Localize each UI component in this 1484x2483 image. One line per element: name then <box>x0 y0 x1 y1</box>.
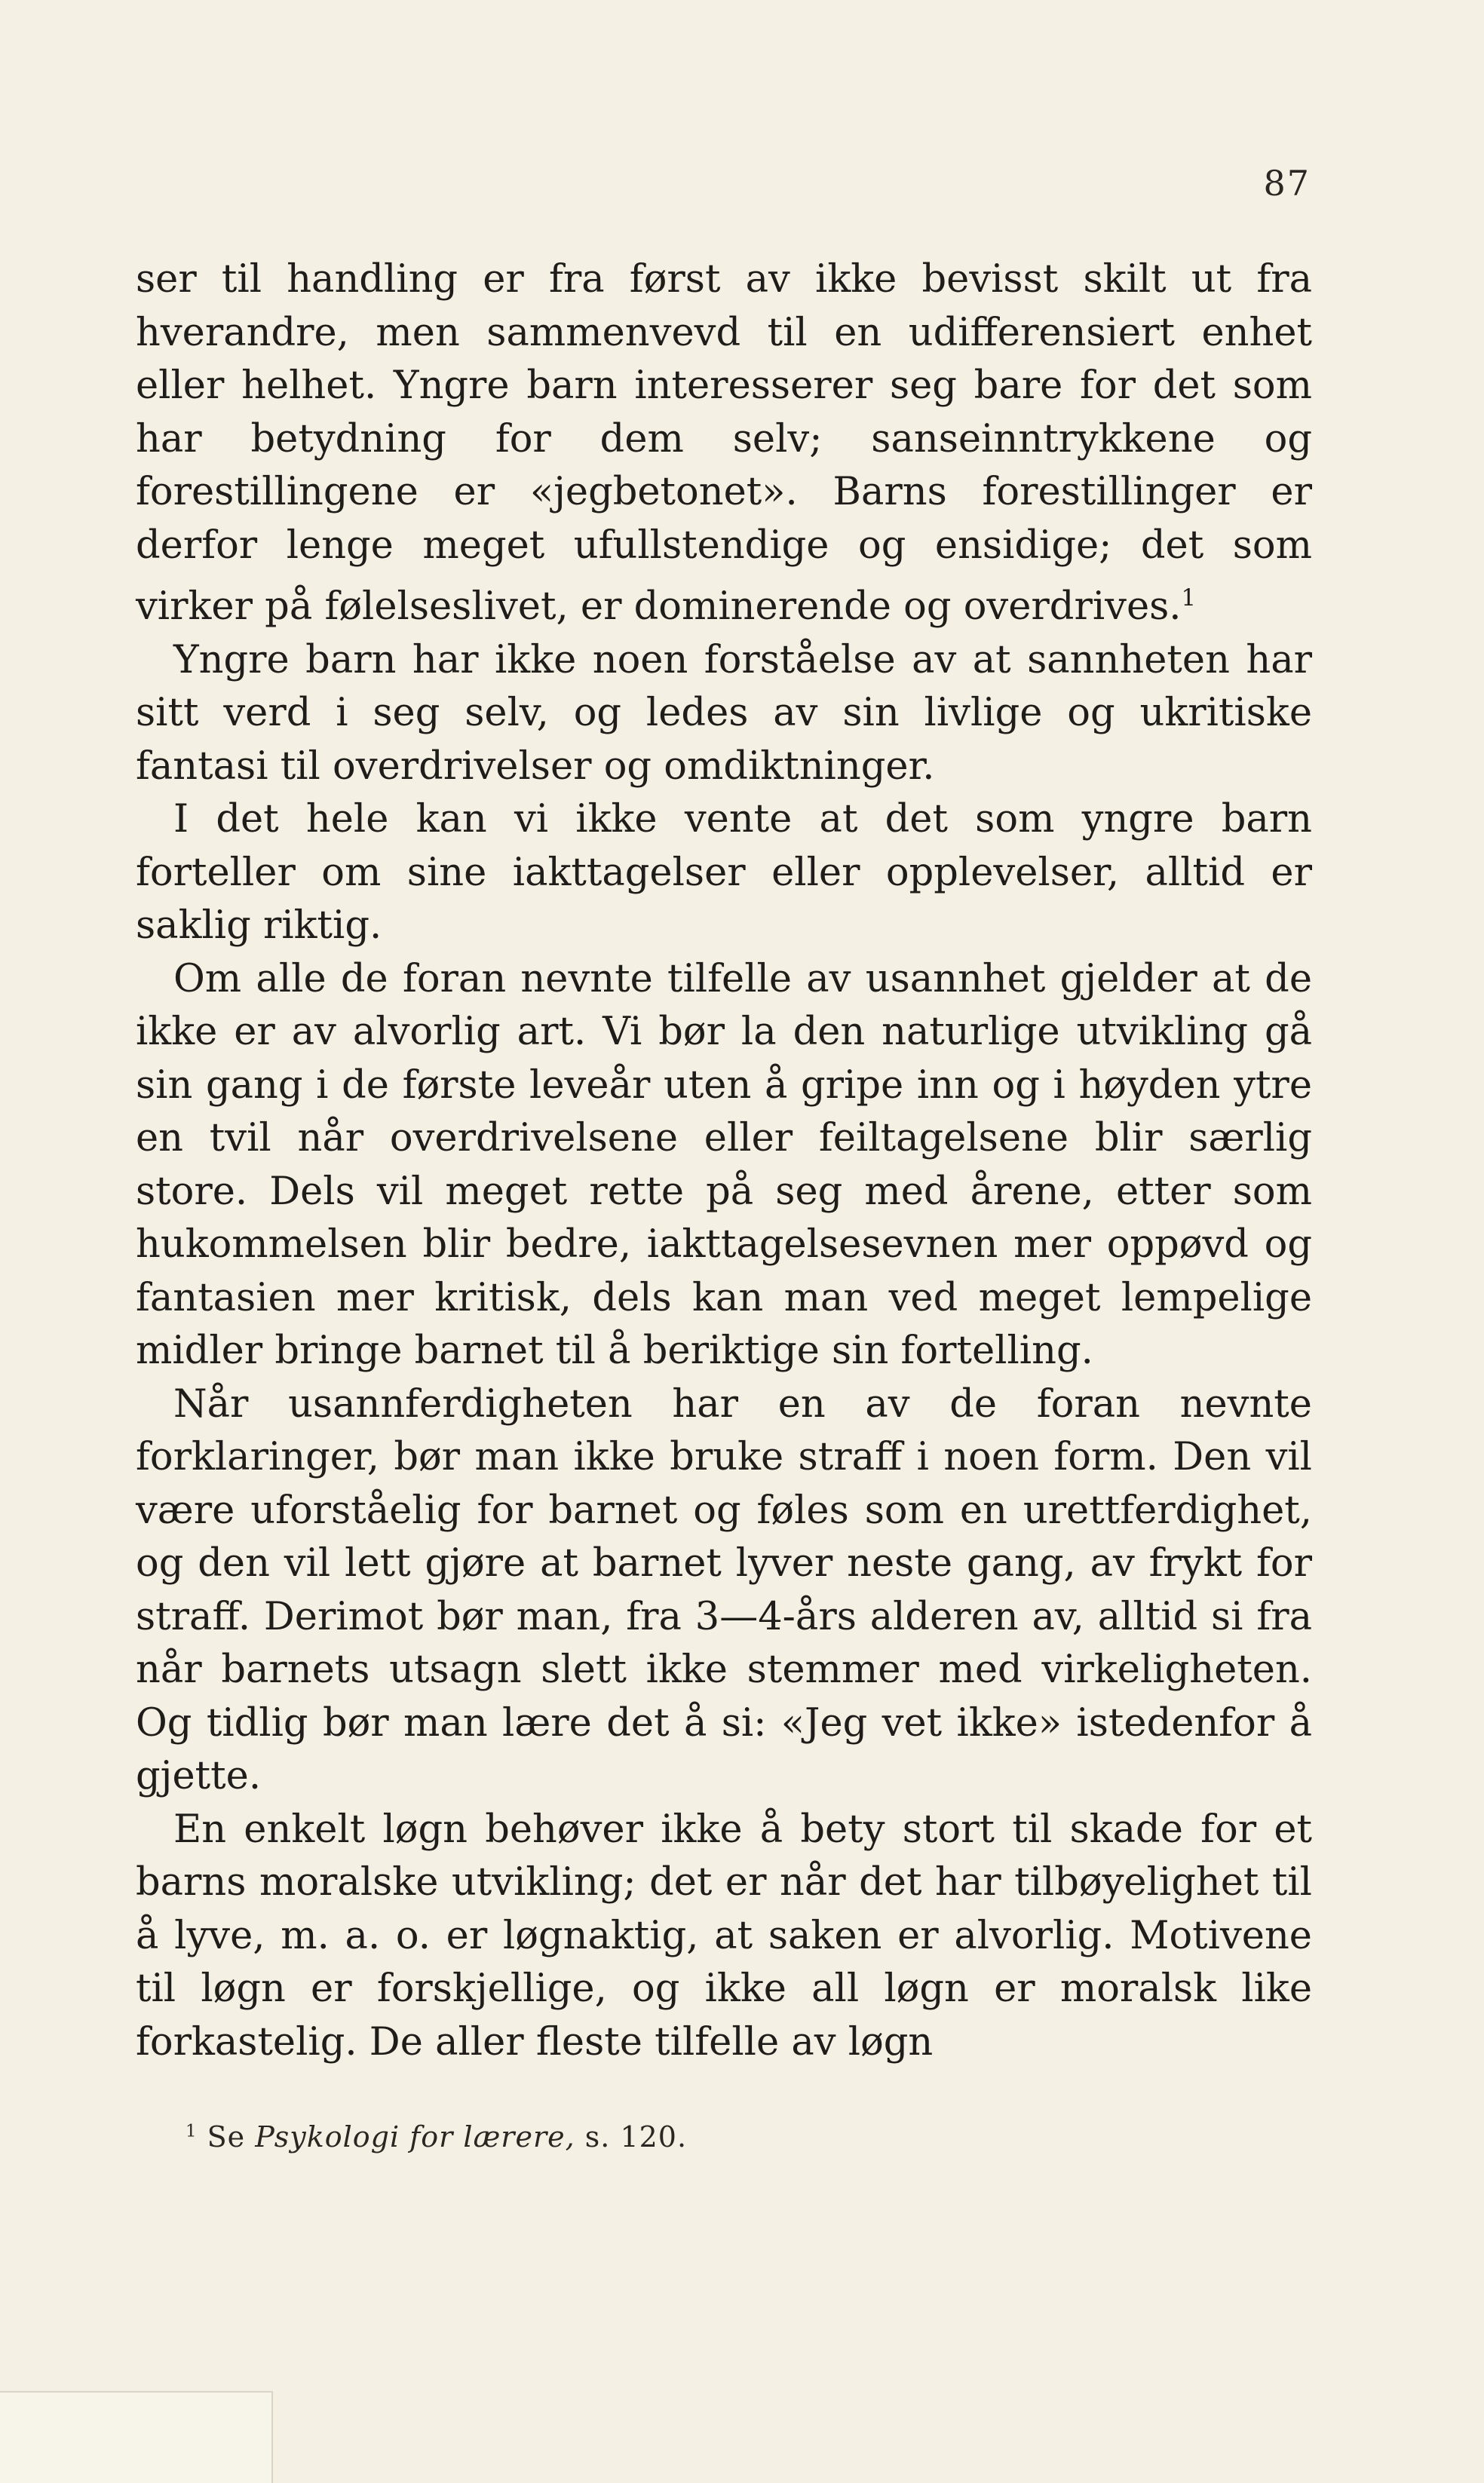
page-number: 87 <box>1263 163 1311 204</box>
paragraph-1-text: ser til handling er fra først av ikke bevisst skilt ut fra hverandre, men sammenvevd til en udifferensiert enhet eller helhet. Yngre barn interesserer seg bare for det som har betydning for dem selv; sanseinntrykkene og forestillingene er «jegbetonet». Barns forestillinger er derfor lenge meget ufullstendige og ensidige; det som virker på følelseslivet, er dominerende og overdrives. <box>136 257 1312 629</box>
footnote-reference: 1 <box>1181 585 1196 612</box>
scan-corner-edge <box>0 2391 273 2483</box>
paragraph-4: Om alle de foran nevnte tilfelle av usannhet gjelder at de ikke er av alvorlig art. Vi bør la den naturlige utvikling gå sin gang i de første leveår uten å gripe inn og i høyden ytre en tvil når overdrivelsene eller feiltagelsene blir særlig store. Dels vil meget rette på seg med årene, etter som hukommelsen blir bedre, iakttagelsesevnen mer oppøvd og fantasien mer kritisk, dels kan man ved meget lempelige midler bringe barnet til å beriktige sin fortelling. <box>136 956 1312 1373</box>
paragraph-2: Yngre barn har ikke noen forståelse av at sannheten har sitt verd i seg selv, og ledes av sin livlige og ukritiske fantasi til overdrivelser og omdiktninger. <box>136 637 1312 789</box>
paragraph-3: I det hele kan vi ikke vente at det som yngre barn forteller om sine iakttagelser eller opplevelser, alltid er saklig riktig. <box>136 797 1312 948</box>
footnote-prefix: Se <box>207 2120 246 2153</box>
footnote-suffix: s. 120. <box>584 2120 688 2153</box>
body-text <box>136 253 1312 2069</box>
footnote-book-title: Psykologi for lærere, <box>255 2120 575 2153</box>
paragraph-5: Når usannferdigheten har en av de foran nevnte forklaringer, bør man ikke bruke straff i noen form. Den vil være uforståelig for barnet og føles som en urettferdighet, og den vil lett gjøre at barnet lyver neste gang, av frykt for straff. Derimot bør man, fra 3—4-års alderen av, alltid si fra når barnets utsagn slett ikke stemmer med virkeligheten. Og tidlig bør man lære det å si: «Jeg vet ikke» istedenfor å gjette. <box>136 1381 1312 1798</box>
footnote <box>186 2120 687 2153</box>
paragraph-6: En enkelt løgn behøver ikke å bety stort til skade for et barns moralske utvikling; det er når det har tilbøyelighet til å lyve, m. a. o. er løgnaktig, at saken er alvorlig. Motivene til løgn er forskjellige, og ikke all løgn er moralsk like forkastelig. De aller fleste tilfelle av løgn <box>136 1807 1312 2065</box>
footnote-mark: 1 <box>186 2121 198 2141</box>
paragraph-1 <box>136 253 1312 634</box>
